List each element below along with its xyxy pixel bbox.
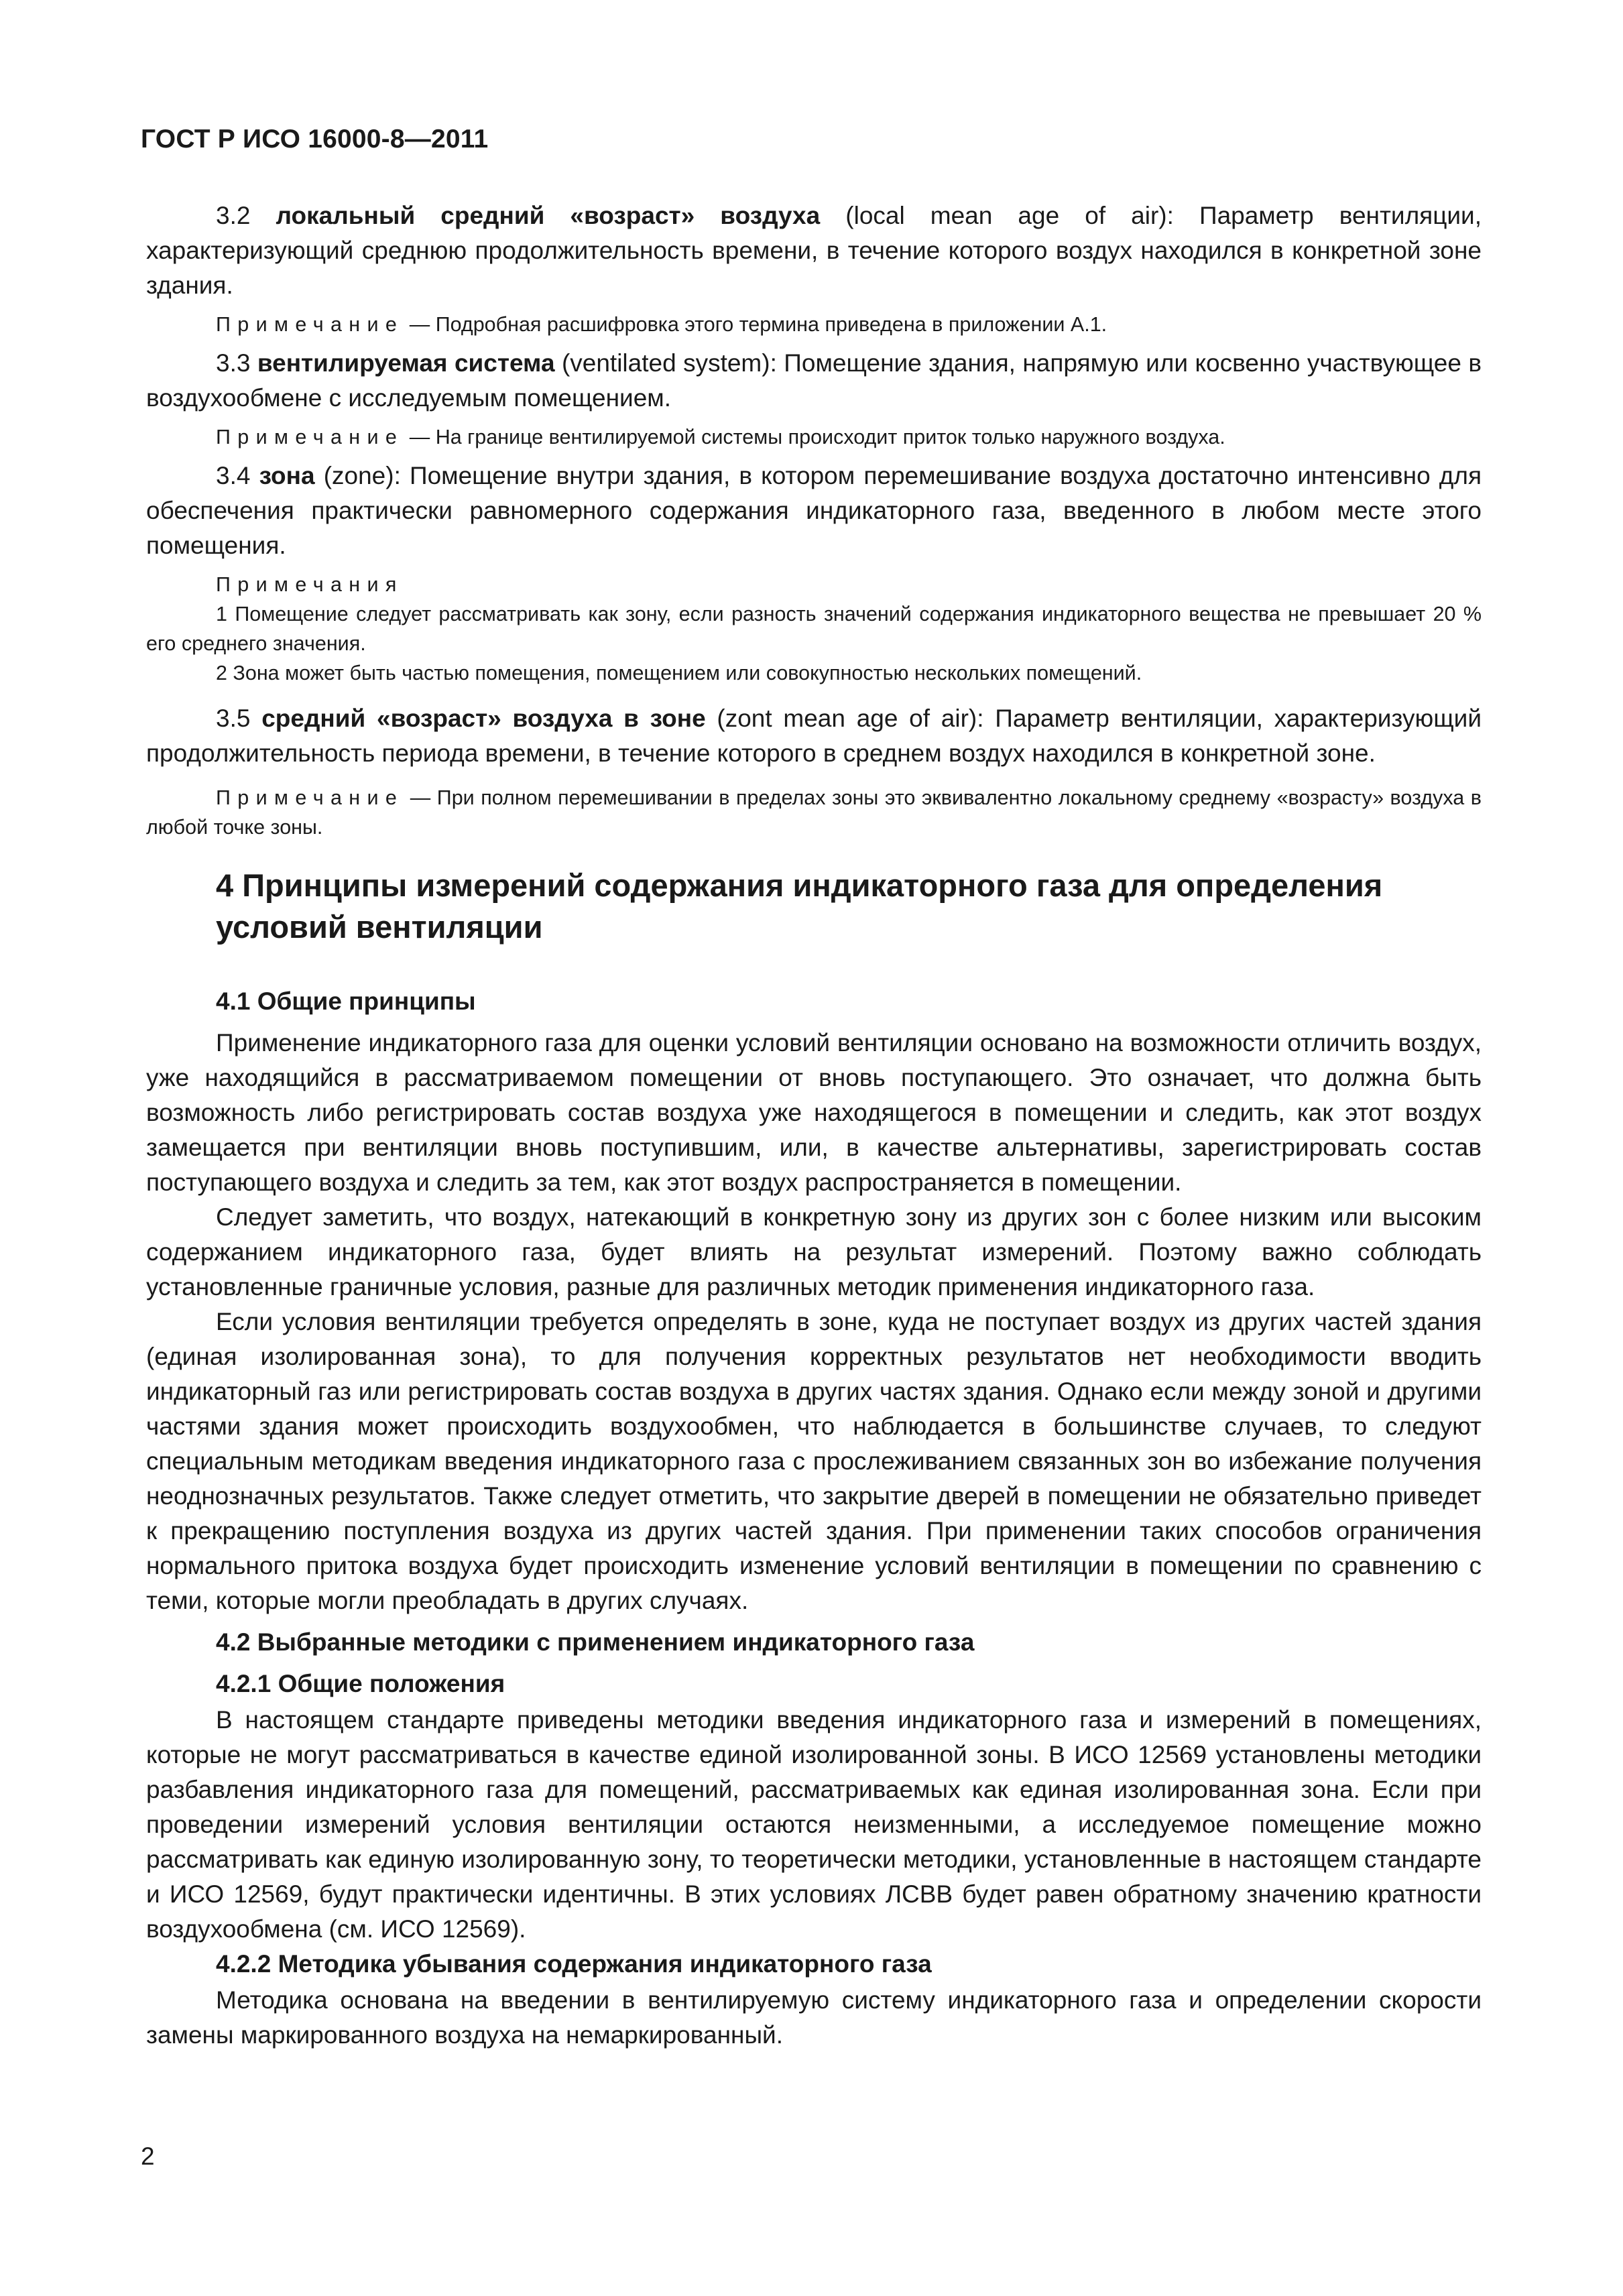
term-3-3 [146, 346, 1482, 416]
note-item: 2 Зона может быть частью помещения, помещением или совокупностью нескольких помещений. [216, 662, 1142, 684]
notes-label: Примечания [216, 573, 404, 596]
term-definition: (ventilated system): Помещение здания, напрямую или косвенно участвующее в воздухообмене с исследуемым помещением. [146, 349, 1482, 412]
section-4-1-paragraph: Применение индикаторного газа для оценки условий вентиляции основано на возможности отличить воздух, уже находящийся в рассматриваемом помещении от вновь поступающего. Это означает, что должна быть возможность либо регистрировать состав воздуха уже находящегося в помещении и следить, как этот воздух замещается при вентиляции вновь поступившим, или, в качестве альтернативы, зарегистрировать состав поступающего воздуха и следить за тем, как этот воздух распространяется в помещении. [146, 1029, 1482, 1196]
section-4-1-paragraph: Следует заметить, что воздух, натекающий в конкретную зону из других зон с более низким или высоким содержанием индикаторного газа, будет влиять на результат измерений. Поэтому важно соблюдать установленные граничные условия, разные для различных методик применения индикаторного газа. [146, 1203, 1482, 1301]
term-title: средний «возраст» воздуха в зоне [261, 705, 706, 732]
term-3-5-note [146, 783, 1482, 842]
section-4-2-2-heading: 4.2.2 Методика убывания содержания индикаторного газа [216, 1950, 932, 1978]
section-4-2-heading: 4.2 Выбранные методики с применением индикаторного газа [216, 1628, 975, 1656]
term-title: вентилируемая система [257, 349, 555, 377]
section-4-2-1-paragraph: В настоящем стандарте приведены методики введения индикаторного газа и измерений в помещениях, которые не могут рассматриваться в качестве единой изолированной зоны. В ИСО 12569 установлены методики разбавления индикаторного газа для помещений, рассматриваемых как единая изолированная зона. Если при проведении измерений условия вентиляции остаются неизменными, а исследуемое помещение можно рассматривать как единую изолированную зону, то теоретически методики, установленные в настоящем стандарте и ИСО 12569, будут практически идентичны. В этих условиях ЛСВВ будет равен обратному значению кратности воздухообмена (см. ИСО 12569). [146, 1706, 1482, 1943]
term-3-4 [146, 459, 1482, 563]
page-number: 2 [141, 2142, 155, 2170]
term-definition: (zone): Помещение внутри здания, в котором перемешивание воздуха достаточно интенсивно для обеспечения практически равномерного содержания индикаторного газа, введенного в любом месте этого помещения. [146, 462, 1482, 559]
section-4-2-1-heading: 4.2.1 Общие положения [216, 1670, 505, 1697]
note-label: Примечание [216, 786, 404, 809]
term-3-2-note [146, 310, 1482, 339]
term-title: зона [259, 462, 315, 489]
term-3-2 [146, 198, 1482, 303]
note-text: — На границе вентилируемой системы происходит приток только наружного воздуха. [404, 426, 1225, 448]
section-4-2-2-paragraph: Методика основана на введении в вентилируемую систему индикаторного газа и определении скорости замены маркированного воздуха на немаркированный. [146, 1986, 1482, 2049]
term-definition: (zont mean age of air): Параметр вентиляции, характеризующий продолжительность периода времени, в течение которого в среднем воздух находился в конкретной зоне. [146, 705, 1482, 767]
term-3-5 [146, 701, 1482, 771]
note-label: Примечание [216, 313, 404, 336]
term-3-3-note [146, 422, 1482, 452]
term-definition: (local mean age of air): Параметр вентиляции, характеризующий среднюю продолжительность времени, в течение которого воздух находился в конкретной зоне здания. [146, 202, 1482, 299]
note-item: 1 Помещение следует рассматривать как зону, если разность значений содержания индикаторного вещества не превышает 20 % его среднего значения. [146, 603, 1482, 655]
section-4-1-paragraph: Если условия вентиляции требуется определять в зоне, куда не поступает воздух из других частей здания (единая изолированная зона), то для получения корректных результатов нет необходимости вводить индикаторный газ или регистрировать состав воздуха в других частях здания. Однако если между зоной и другими частями здания может происходить воздухообмен, что наблюдается в большинстве случаев, то следуют специальным методикам введения индикаторного газа с прослеживанием связанных зон во избежание получения неоднозначных результатов. Также следует отметить, что закрытие дверей в помещении не обязательно приведет к прекращению поступления воздуха из других частей здания. При применении таких способов ограничения нормального притока воздуха будет происходить изменение условий вентиляции в помещении по сравнению с теми, которые могли преобладать в других случаях. [146, 1308, 1482, 1614]
term-number: 3.2 [216, 202, 251, 229]
term-number: 3.5 [216, 705, 251, 732]
term-title: локальный средний «возраст» воздуха [276, 202, 821, 229]
section-4-1-heading: 4.1 Общие принципы [216, 987, 476, 1015]
note-label: Примечание [216, 426, 404, 448]
term-number: 3.3 [216, 349, 251, 377]
note-text: — Подробная расшифровка этого термина приведена в приложении А.1. [404, 313, 1107, 336]
section-4-heading: 4 Принципы измерений содержания индикаторного газа для определения условий вентиляции [216, 867, 1383, 945]
note-text: — При полном перемешивании в пределах зоны это эквивалентно локальному среднему «возрасту» воздуха в любой точке зоны. [146, 786, 1482, 839]
page-content [146, 198, 1482, 2059]
term-number: 3.4 [216, 462, 251, 489]
document-header: ГОСТ Р ИСО 16000-8—2011 [141, 125, 489, 154]
term-3-4-notes [146, 570, 1482, 688]
